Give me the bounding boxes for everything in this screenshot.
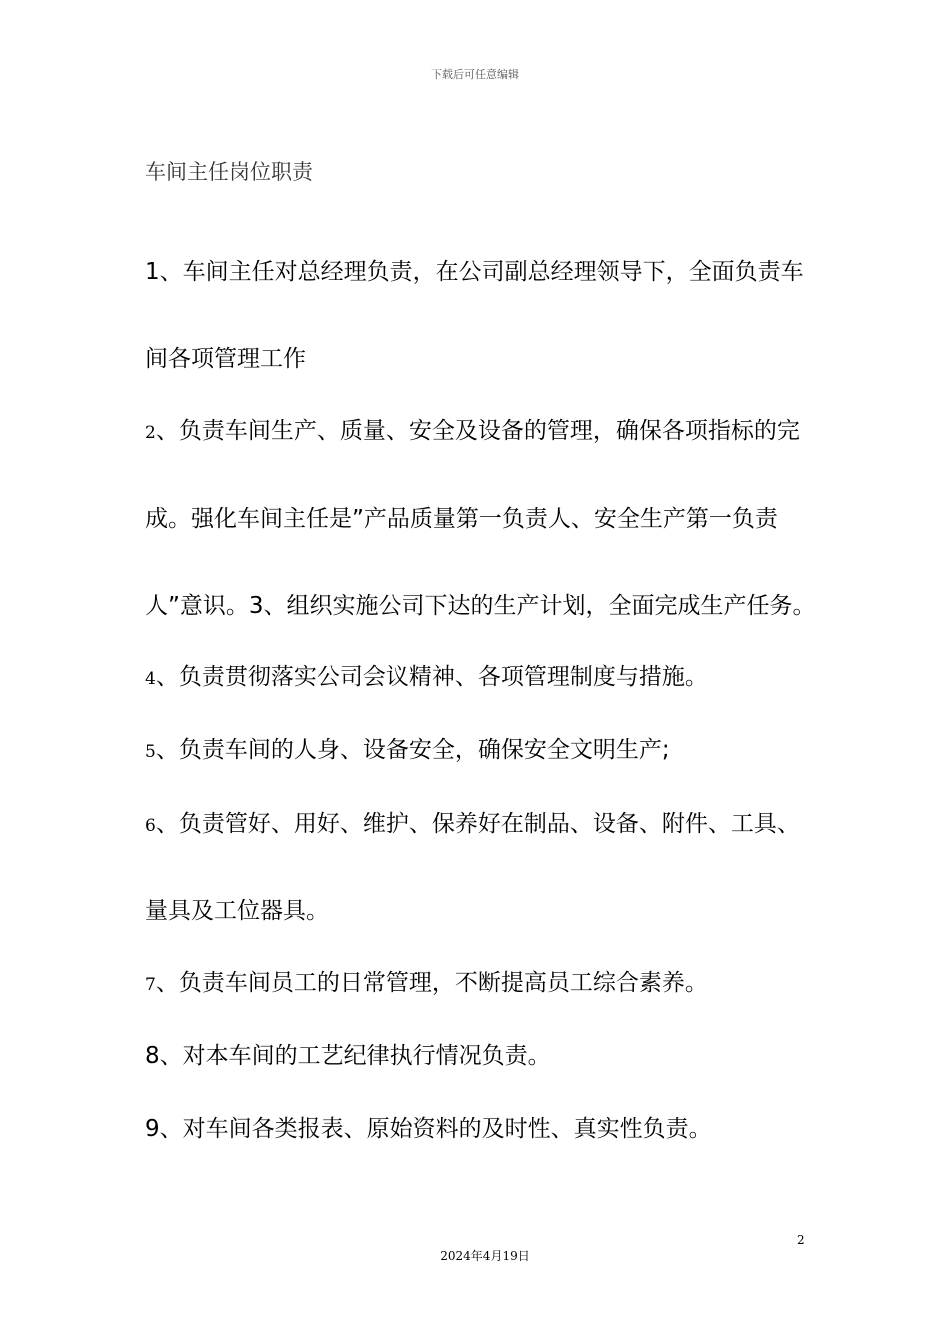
- line-text: 、车间主任对总经理负责，在公司副总经理领导下，全面负责车: [159, 259, 804, 285]
- duty-line-5: [145, 731, 670, 764]
- item-number: 6: [145, 816, 156, 836]
- document-title: 车间主任岗位职责: [145, 160, 313, 184]
- item-number: 4: [145, 669, 156, 689]
- duty-line-9: [145, 1110, 712, 1143]
- line-text: 、负责贯彻落实公司会议精神、各项管理制度与措施。: [155, 664, 708, 690]
- footer-date: 2024年4月19日: [440, 1249, 530, 1263]
- item-number: 9: [145, 1116, 160, 1142]
- line-text: 、对本车间的工艺纪律执行情况负责。: [159, 1043, 551, 1069]
- page-number: 2: [797, 1233, 805, 1247]
- duty-line-1: [145, 253, 804, 286]
- line-text: 成。强化车间主任是”产品质量第一负责人、安全生产第一负责: [145, 506, 778, 532]
- line-text: 、负责车间生产、质量、安全及设备的管理，确保各项指标的完: [155, 418, 800, 444]
- item-number: 1: [145, 259, 160, 285]
- item-number: 7: [145, 975, 156, 995]
- duty-line-6: [145, 805, 800, 838]
- duty-line-2-cont: [145, 500, 778, 533]
- duty-line-7: [145, 964, 708, 997]
- header-note: 下载后可任意编辑: [431, 68, 519, 81]
- duty-line-2: [145, 412, 800, 445]
- item-number: 8: [145, 1043, 160, 1069]
- duty-line-2-3: [145, 587, 816, 620]
- line-text: 人”意识。3、组织实施公司下达的生产计划，全面完成生产任务。: [145, 593, 816, 619]
- duty-line-8: [145, 1037, 551, 1070]
- line-text: 、负责车间员工的日常管理，不断提高员工综合素养。: [155, 970, 708, 996]
- line-text: 、对车间各类报表、原始资料的及时性、真实性负责。: [159, 1116, 712, 1142]
- item-number: 2: [145, 423, 156, 443]
- item-number: 5: [145, 742, 156, 762]
- line-text: 量具及工位器具。: [145, 898, 329, 924]
- duty-line-4: [145, 658, 708, 691]
- line-text: 、负责管好、用好、维护、保养好在制品、设备、附件、工具、: [155, 811, 800, 837]
- line-text: 间各项管理工作: [145, 346, 306, 372]
- line-text: 、负责车间的人身、设备安全，确保安全文明生产;: [155, 737, 670, 763]
- duty-line-1-cont: [145, 340, 306, 373]
- duty-line-6-cont: [145, 892, 329, 925]
